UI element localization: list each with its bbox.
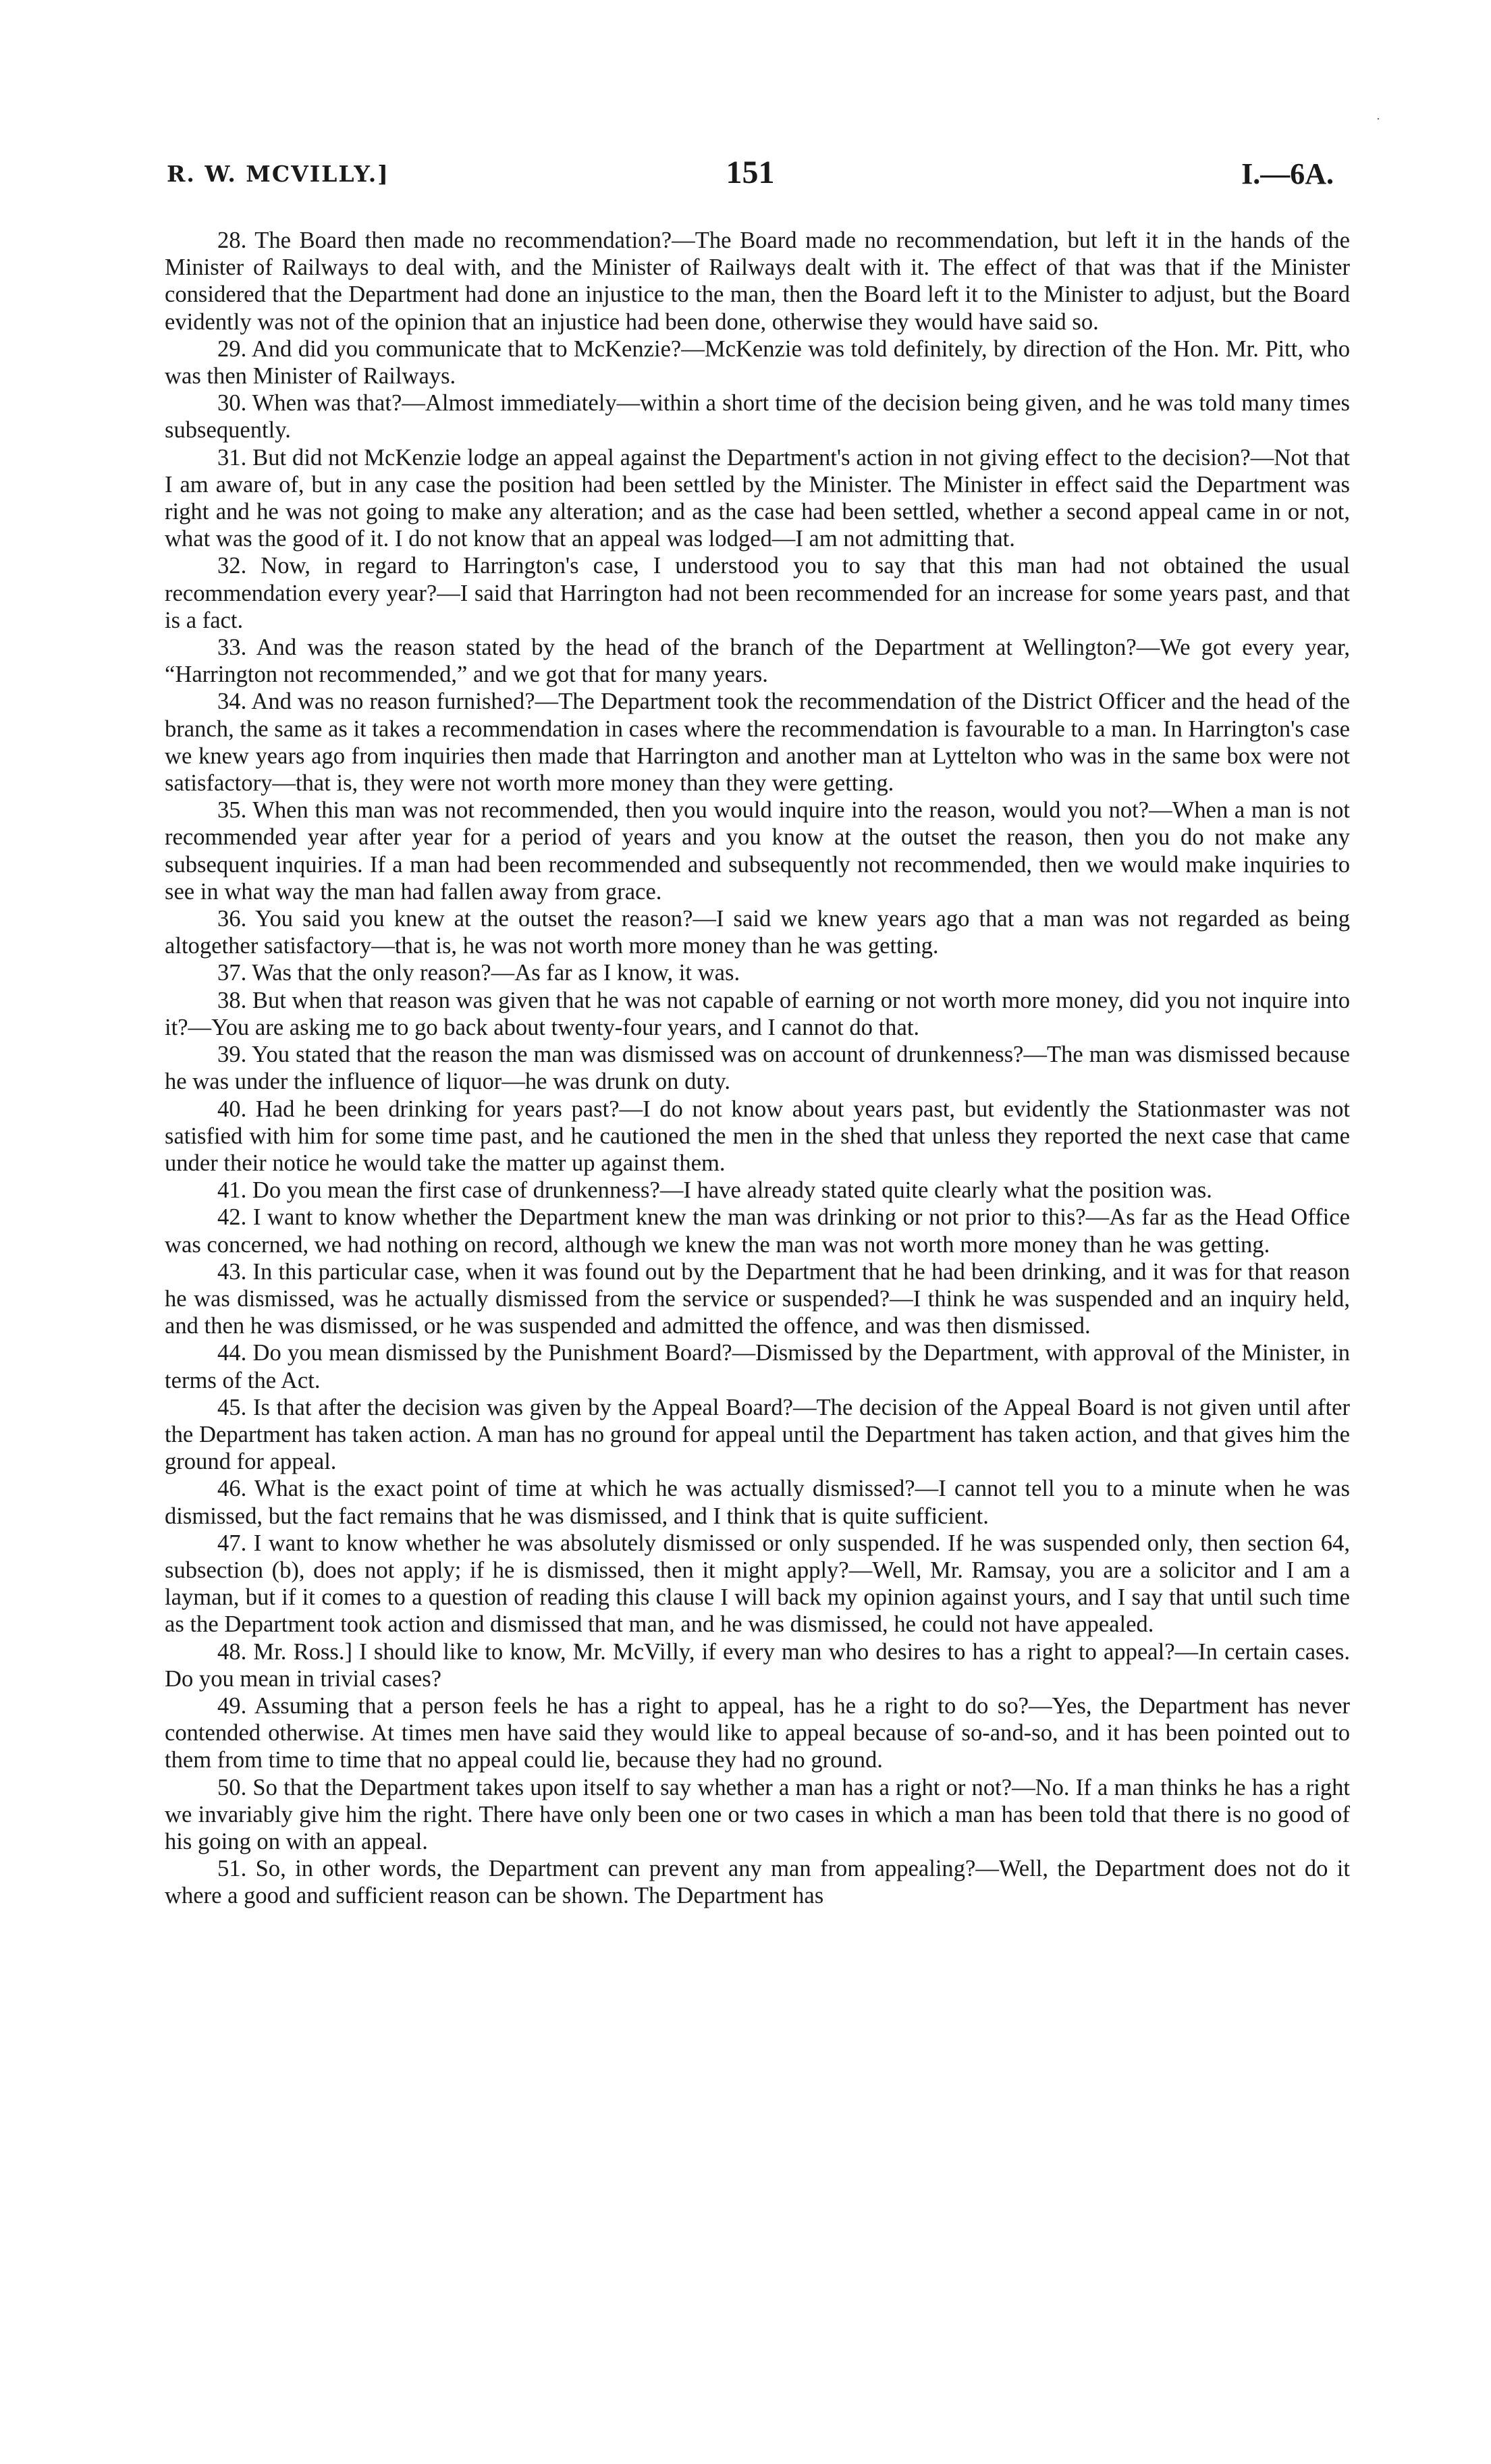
testimony-body bbox=[165, 227, 1350, 1910]
paragraph-35: 35. When this man was not recommended, then you would inquire into the reason, would you not?—When a man is not recommended year after year for a period of years and you know at the outset the reason, then you do not make any subsequent inquiries. If a man had been recommended and subsequently not recommended, then we would make inquiries to see in what way the man had fallen away from grace. bbox=[165, 797, 1350, 905]
paragraph-50: 50. So that the Department takes upon itself to say whether a man has a right or not?—No. If a man thinks he has a right we invariably give him the right. There have only been one or two cases in which a man has been told that there is no good of his going on with an appeal. bbox=[165, 1774, 1350, 1854]
paragraph-29: 29. And did you communicate that to McKenzie?—McKenzie was told definitely, by direction of the Hon. Mr. Pitt, who was then Minister of Railways. bbox=[165, 336, 1350, 390]
page-mark: · bbox=[1376, 112, 1380, 126]
paragraph-30: 30. When was that?—Almost immediately—within a short time of the decision being given, and he was told many times subsequently. bbox=[165, 390, 1350, 444]
paragraph-48: 48. Mr. Ross.] I should like to know, Mr. McVilly, if every man who desires to has a right to appeal?—In certain cases. Do you mean in trivial cases? bbox=[165, 1638, 1350, 1692]
page-header bbox=[167, 154, 1334, 201]
paragraph-42: 42. I want to know whether the Department knew the man was drinking or not prior to this?—As far as the Head Office was concerned, we had nothing on record, although we knew the man was not worth more money than he was getting. bbox=[165, 1204, 1350, 1258]
paragraph-33: 33. And was the reason stated by the head of the branch of the Department at Wellington?—We got every year, “Harrington not recommended,” and we got that for many years. bbox=[165, 635, 1350, 688]
paragraph-45: 45. Is that after the decision was given by the Appeal Board?—The decision of the Appeal Board is not given until after the Department has taken action. A man has no ground for appeal until the Department has taken action, and that gives him the ground for appeal. bbox=[165, 1394, 1350, 1475]
paragraph-31: 31. But did not McKenzie lodge an appeal against the Department's action in not giving effect to the decision?—Not that I am aware of, but in any case the position had been settled by the Minister. The Minister in effect said the Department was right and he was not going to make any alteration; and as the case had been settled, whether a second appeal came in or not, what was the good of it. I do not know that an appeal was lodged—I am not admitting that. bbox=[165, 444, 1350, 552]
paragraph-46: 46. What is the exact point of time at which he was actually dismissed?—I cannot tell you to a minute when he was dismissed, but the fact remains that he was dismissed, and I think that is quite sufficient. bbox=[165, 1476, 1350, 1529]
paragraph-49: 49. Assuming that a person feels he has a right to appeal, has he a right to do so?—Yes, the Department has never contended otherwise. At times men have said they would like to appeal because of so-and-so, and it has been pointed out to them from time to time that no appeal could lie, because they had no ground. bbox=[165, 1692, 1350, 1773]
paragraph-38: 38. But when that reason was given that he was not capable of earning or not worth more money, did you not inquire into it?—You are asking me to go back about twenty-four years, and I cannot do that. bbox=[165, 987, 1350, 1040]
paragraph-41: 41. Do you mean the first case of drunkenness?—I have already stated quite clearly what the position was. bbox=[217, 1177, 1212, 1204]
document-reference: I.—6A. bbox=[1241, 157, 1334, 190]
paragraph-37: 37. Was that the only reason?—As far as I know, it was. bbox=[217, 960, 740, 986]
paragraph-47: 47. I want to know whether he was absolutely dismissed or only suspended. If he was suspended only, then section 64, subsection (b), does not apply; if he is dismissed, then it might apply?—Well, Mr. Ramsay, you are a solicitor and I am a layman, but if it comes to a question of reading this clause I will back my opinion against yours, and I say that until such time as the Department took action and dismissed that man, and he was dismissed, he could not have appealed. bbox=[165, 1530, 1350, 1638]
paragraph-44: 44. Do you mean dismissed by the Punishment Board?—Dismissed by the Department, with approval of the Minister, in terms of the Act. bbox=[165, 1340, 1350, 1393]
paragraph-40: 40. Had he been drinking for years past?—I do not know about years past, but evidently the Stationmaster was not satisfied with him for some time past, and he cautioned the men in the shed that unless they reported the next case that came under their notice he would take the matter up against them. bbox=[165, 1096, 1350, 1176]
paragraph-28: 28. The Board then made no recommendation?—The Board made no recommendation, but left it in the hands of the Minister of Railways to deal with, and the Minister of Railways dealt with it. The effect of that was that if the Minister considered that the Department had done an injustice to the man, then the Board left it to the Minister to adjust, but the Board evidently was not of the opinion that an injustice had been done, otherwise they would have said so. bbox=[165, 227, 1350, 335]
paragraph-32: 32. Now, in regard to Harrington's case, I understood you to say that this man had not obtained the usual recommendation every year?—I said that Harrington had not been recommended for an increase for some years past, and that is a fact. bbox=[165, 553, 1350, 633]
witness-name: R. W. MCVILLY.] bbox=[167, 161, 389, 187]
page-number: 151 bbox=[726, 155, 775, 190]
paragraph-36: 36. You said you knew at the outset the reason?—I said we knew years ago that a man was not regarded as being altogether satisfactory—that is, he was not worth more money than he was getting. bbox=[165, 906, 1350, 959]
paragraph-34: 34. And was no reason furnished?—The Department took the recommendation of the District Officer and the head of the branch, the same as it takes a recommendation in cases where the recommendation is favourable to a man. In Harrington's case we knew years ago from inquiries then made that Harrington and another man at Lyttelton who was in the same box were not satisfactory—that is, they were not worth more money than they were getting. bbox=[165, 689, 1350, 797]
paragraph-51: 51. So, in other words, the Department can prevent any man from appealing?—Well, the Department does not do it where a good and sufficient reason can be shown. The Department has bbox=[165, 1856, 1350, 1909]
paragraph-43: 43. In this particular case, when it was found out by the Department that he had been drinking, and it was for that reason he was dismissed, was he actually dismissed from the service or suspended?—I think he was suspended and an inquiry held, and then he was dismissed, or he was suspended and admitted the offence, and was then dismissed. bbox=[165, 1258, 1350, 1339]
paragraph-39: 39. You stated that the reason the man was dismissed was on account of drunkenness?—The man was dismissed because he was under the influence of liquor—he was drunk on duty. bbox=[165, 1042, 1350, 1095]
